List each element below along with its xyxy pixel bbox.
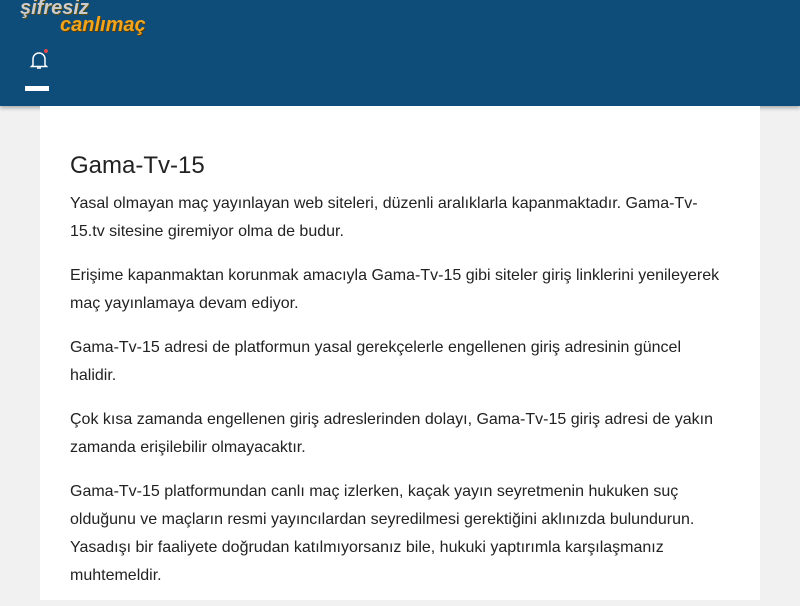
menu-toggle-button[interactable] bbox=[25, 86, 49, 91]
paragraph: Çok kısa zamanda engellenen giriş adreslerinden dolayı, Gama-Tv-15 giriş adresi de yakın zamanda erişilebilir olmayacaktır. bbox=[70, 411, 713, 456]
logo-line2: canlımaç bbox=[60, 14, 146, 36]
paragraph: Gama-Tv-15 adresi de platformun yasal gerekçelerle engellenen giriş adresinin güncel halidir. bbox=[70, 339, 681, 384]
paragraph: Gama-Tv-15 platformundan canlı maç izlerken, kaçak yayın seyretmenin hukuken suç olduğunu ve maçların resmi yayıncılardan seyredilmesi gerektiğini aklınızda bulundurun. Yasadışı bir faaliyete doğrudan katılmıyorsanız bile, hukuki yaptırımla karşılaşmanız muhtemeldir. bbox=[70, 483, 695, 584]
site-header bbox=[0, 0, 800, 106]
paragraph: Yasal olmayan maç yayınlayan web siteleri, düzenli aralıklarla kapanmaktadır. Gama-Tv-15.tv sitesine giremiyor olma de budur. bbox=[70, 195, 698, 240]
bell-icon[interactable] bbox=[27, 48, 51, 77]
logo-line1: şifresiz bbox=[20, 0, 89, 19]
site-logo[interactable] bbox=[20, 0, 146, 34]
paragraph: Erişime kapanmaktan korunmak amacıyla Gama-Tv-15 gibi siteler giriş linklerini yenileyerek maç yayınlamaya devam ediyor. bbox=[70, 267, 720, 312]
article bbox=[40, 106, 760, 600]
page-title: Gama-Tv-15 bbox=[70, 152, 205, 179]
